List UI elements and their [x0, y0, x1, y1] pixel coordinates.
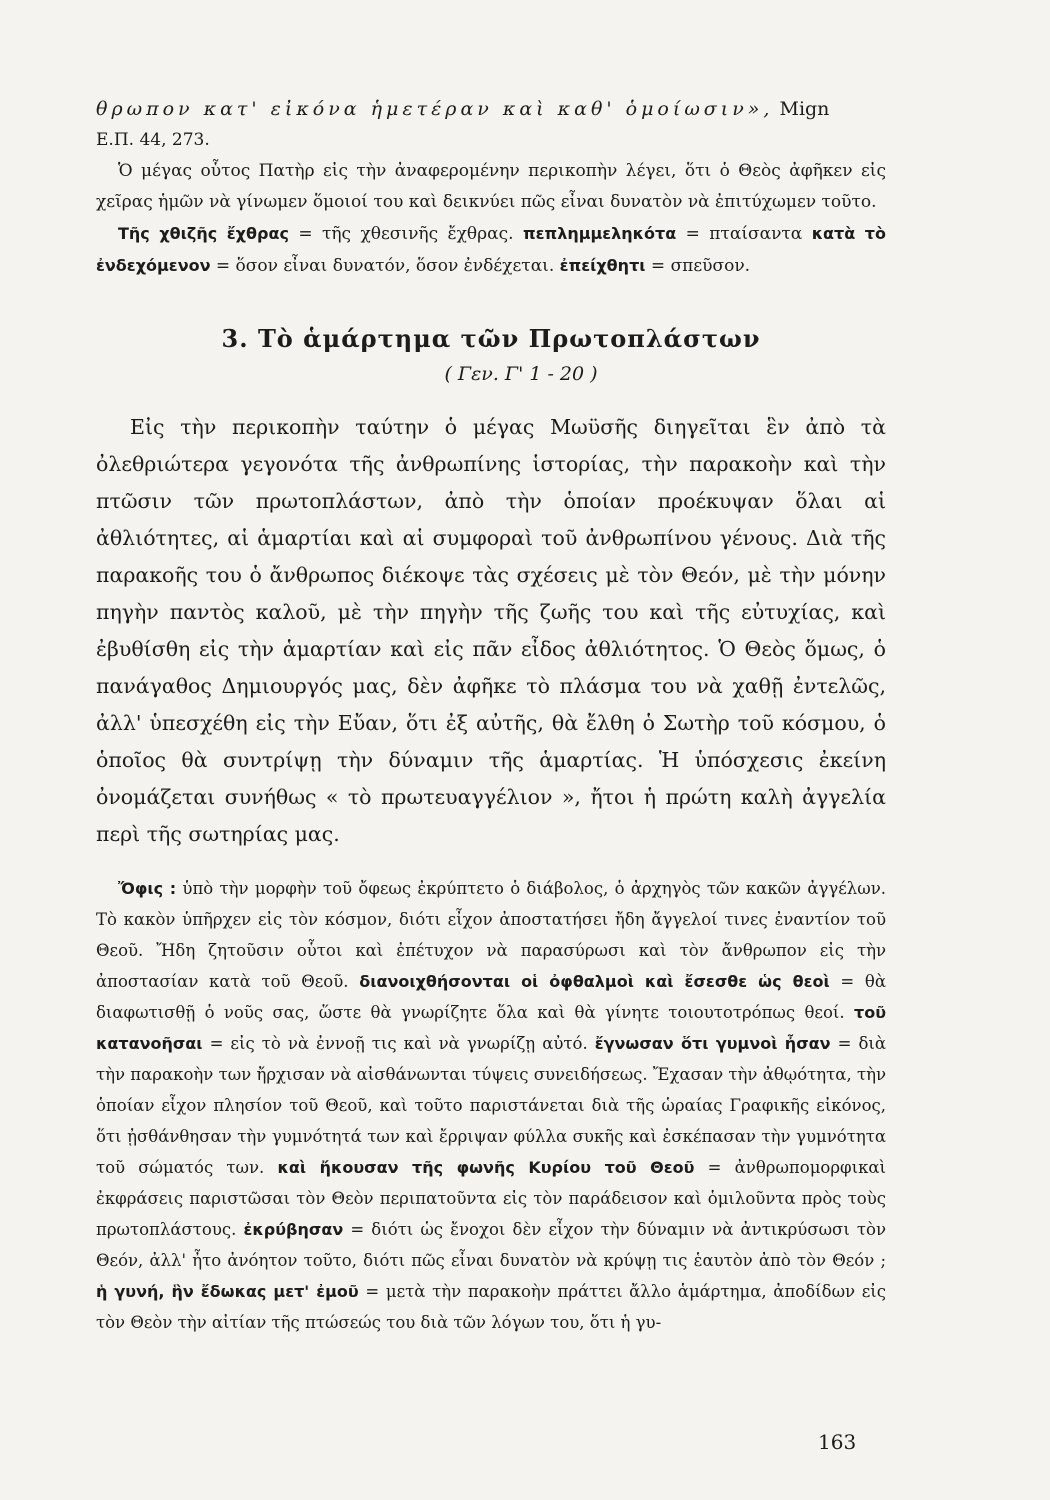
note-def: = διὰ τὴν παρακοὴν των ἤρχισαν νὰ αἰσθάνωνται τύψεις συνειδήσεως. Ἔχασαν τὴν ἀθῳότητα, τὴν ὁποίαν εἶχον πλησίον τοῦ Θεοῦ, καὶ τοῦτο παριστάνεται διὰ τῆς ὡραίας Γραφικῆς εἰκόνος, ὅτι ᾐσθάνθησαν τὴν γυμνότητά των καὶ ἔρριψαν φύλλα συκῆς καὶ ἐσκέπασαν τὴν γυμνότητα τοῦ σώματός των. [96, 1034, 886, 1177]
page-number: 163 [818, 1430, 857, 1454]
gloss-def: = σπεῦσον. [645, 256, 751, 276]
note-term: Ὄφις : [118, 879, 177, 898]
migne-volume-ref: Ε.Π. 44, 273. [96, 130, 210, 150]
note-term: καὶ ἤκουσαν τῆς φωνῆς Κυρίου τοῦ Θεοῦ [277, 1158, 695, 1177]
section-heading: 3. Τὸ ἁμάρτημα τῶν Πρωτοπλάστων [221, 324, 761, 353]
mign-ref: Mign [773, 98, 830, 120]
intro-paragraph: Ὁ μέγας οὗτος Πατὴρ εἰς τὴν ἀναφερομένην περικοπὴν λέγει, ὅτι ὁ Θεὸς ἀφῆκεν εἰς χεῖρας ἡμῶν νὰ γίνωμεν ὅμοιοί του καὶ δεικνύει πῶς εἶναι δυνατὸν νὰ ἐπιτύχωμεν τοῦτο. [96, 161, 886, 212]
gloss-def: = πταίσαντα [676, 224, 812, 244]
page-body [96, 94, 886, 1338]
main-paragraph: Εἰς τὴν περικοπὴν ταύτην ὁ μέγας Μωϋσῆς διηγεῖται ἓν ἀπὸ τὰ ὀλεθριώτερα γεγονότα τῆς ἀνθρωπίνης ἱστορίας, τὴν παρακοὴν καὶ τὴν πτῶσιν τῶν πρωτοπλάστων, ἀπὸ τὴν ὁποίαν προέκυψαν ὅλαι αἱ ἀθλιότητες, αἱ ἁμαρτίαι καὶ αἱ συμφοραὶ τοῦ ἀνθρωπίνου γένους. Διὰ τῆς παρακοῆς του ὁ ἄνθρωπος διέκοψε τὰς σχέσεις μὲ τὸν Θεόν, μὲ τὴν μόνην πηγὴν παντὸς καλοῦ, μὲ τὴν πηγὴν τῆς ζωῆς του καὶ τῆς εὐτυχίας, καὶ ἐβυθίσθη εἰς τὴν ἁμαρτίαν καὶ εἰς πᾶν εἶδος ἀθλιότητος. Ὁ Θεὸς ὅμως, ὁ πανάγαθος Δημιουργός μας, δὲν ἀφῆκε τὸ πλάσμα του νὰ χαθῇ ἐντελῶς, ἀλλ' ὑπεσχέθη εἰς τὴν Εὔαν, ὅτι ἐξ αὐτῆς, θὰ ἔλθη ὁ Σωτὴρ τοῦ κόσμου, ὁ ὁποῖος θὰ συντρίψῃ τὴν δύναμιν τῆς ἁμαρτίας. Ἡ ὑπόσχεσις ἐκείνη ὀνομάζεται συνήθως « τὸ πρωτευαγγέλιον », ἤτοι ἡ πρώτη καλὴ ἀγγελία περὶ τῆς σωτηρίας μας. [96, 415, 886, 846]
quote-italic: θρωπον κατ' εἰκόνα ἡμετέραν καὶ καθ' ὁμοίωσιν», [96, 98, 774, 120]
note-term: ἐκρύβησαν [243, 1220, 344, 1239]
note-term: διανοιχθήσονται οἱ ὀφθαλμοὶ καὶ ἔσεσθε ὡς θεοὶ [359, 972, 830, 991]
note-def: = διότι ὡς ἔνοχοι δὲν εἶχον τὴν δύναμιν νὰ ἀντικρύσωσι τὸν Θεόν, ἀλλ' ἦτο ἀνόητον τοῦτο, διότι πῶς εἶναι δυνατὸν νὰ κρύψῃ τις ἑαυτὸν ἀπὸ τὸν Θεόν ; [96, 1220, 887, 1270]
note-def: = εἰς τὸ νὰ ἐννοῇ τις καὶ νὰ γνωρίζῃ αὐτό. [202, 1034, 595, 1053]
note-def: = μετὰ τὴν παρακοὴν πράττει ἄλλο ἁμάρτημα, ἀποδίδων εἰς τὸν Θεὸν τὴν αἰτίαν τῆς πτώσεώς του διὰ τῶν λόγων του, ὅτι ἡ γυ- [96, 1282, 886, 1332]
top-quote-line [96, 94, 886, 125]
note-term: ἡ γυνή, ἣν ἔδωκας μετ' ἐμοῦ [96, 1282, 359, 1301]
gloss-paragraph [96, 218, 886, 282]
gloss-term: κατὰ τὸ ἐνδεχόμενον [96, 224, 887, 275]
note-def: ὑπὸ τὴν μορφὴν τοῦ ὄφεως ἐκρύπτετο ὁ διάβολος, ὁ ἀρχηγὸς τῶν κακῶν ἀγγέλων. Τὸ κακὸν ὑπῆρχεν εἰς τὸν κόσμον, διότι εἶχον ἀποστατήσει ἤδη ἄγγελοί τινες ἐναντίον τοῦ Θεοῦ. Ἤδη ζητοῦσιν οὗτοι καὶ ἐπέτυχον νὰ παρασύρωσι καὶ τὸν ἄνθρωπον εἰς τὴν ἀποστασίαν κατὰ τοῦ Θεοῦ. [96, 879, 886, 991]
gloss-term: πεπλημμεληκότα [522, 224, 677, 243]
note-def: = θὰ διαφωτισθῇ ὁ νοῦς σας, ὥστε θὰ γνωρίζητε ὅλα καὶ θὰ γίνητε τοιουτοτρόπως θεοί. [96, 972, 886, 1022]
note-def: = ἀνθρωπομορφικαὶ ἐκφράσεις παριστῶσαι τὸν Θεὸν περιπατοῦντα εἰς τὸν παράδεισον καὶ ὁμιλοῦντα πρὸς τοὺς πρωτοπλάστους. [96, 1158, 886, 1239]
note-term: ἔγνωσαν ὅτι γυμνοὶ ἦσαν [594, 1034, 831, 1053]
gloss-def: = ὅσον εἶναι δυνατόν, ὅσον ἐνδέχεται. [210, 256, 560, 276]
gloss-term: ἐπείχθητι [559, 256, 646, 275]
notes-paragraph [96, 873, 886, 1338]
gloss-def: = τῆς χθεσινῆς ἔχθρας. [288, 224, 523, 244]
note-term: τοῦ κατανοῆσαι [96, 1003, 886, 1053]
section-subheading: ( Γεν. Γ' 1 - 20 ) [444, 363, 598, 385]
gloss-term: Τῆς χθιζῆς ἔχθρας [118, 224, 289, 243]
